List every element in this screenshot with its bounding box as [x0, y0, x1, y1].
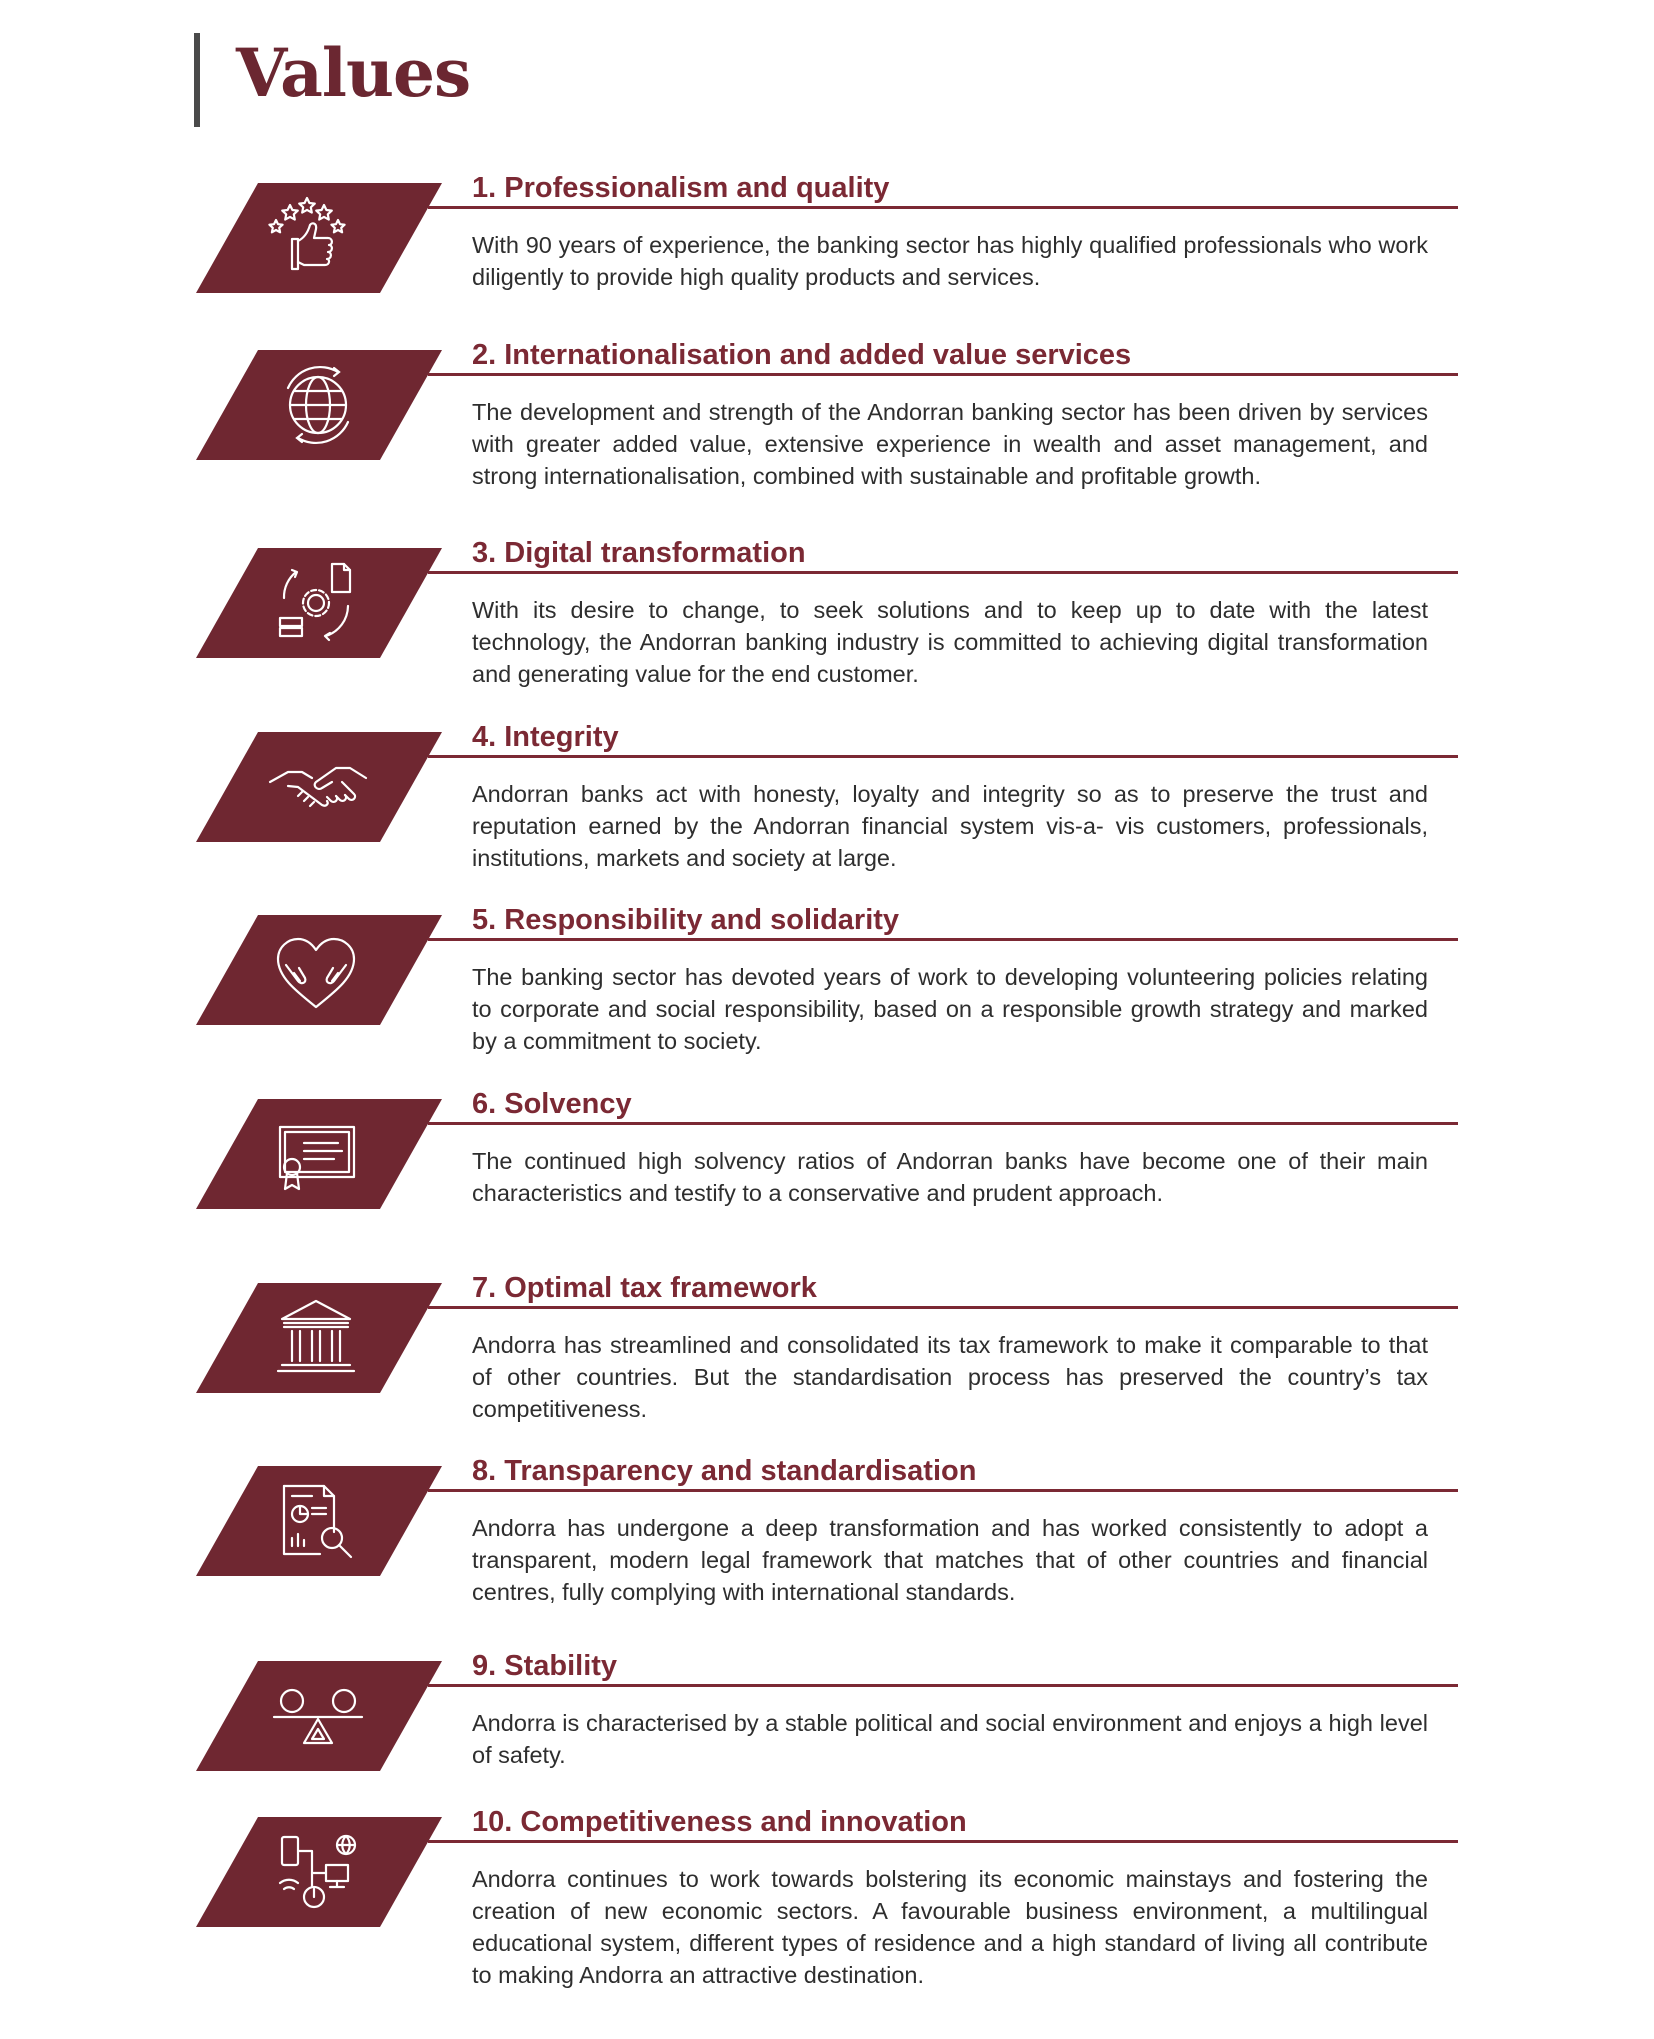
value-description: Andorra is characterised by a stable political and social environment and enjoys a high level of safety.: [472, 1710, 1428, 1768]
heart-hands-icon: [196, 915, 442, 1025]
value-description: With 90 years of experience, the banking sector has highly qualified professionals who work diligently to provide high quality products and services.: [472, 232, 1428, 290]
value-heading: 1. Professionalism and quality: [472, 172, 890, 204]
value-badge: [196, 1466, 442, 1576]
value-badge: [196, 1817, 442, 1927]
value-description: Andorran banks act with honesty, loyalty and integrity so as to preserve the trust and reputation earned by the Andorran financial system vis-a- vis customers, professionals, institutions, markets and society at large.: [472, 781, 1428, 871]
value-description: Andorra has undergone a deep transformation and has worked consistently to adopt a transparent, modern legal framework that matches that of other countries and financial centres, fully complying with international standards.: [472, 1515, 1428, 1605]
value-description: The banking sector has devoted years of work to developing volunteering policies relating to corporate and social responsibility, based on a responsible growth strategy and marked by a commitment to society.: [472, 964, 1428, 1054]
value-heading: 2. Internationalisation and added value services: [472, 339, 1132, 371]
institution-building-icon: [196, 1283, 442, 1393]
title-accent-bar: [194, 33, 200, 127]
value-badge: [196, 732, 442, 842]
digital-transformation-icon: [196, 548, 442, 658]
value-badge: [196, 1661, 442, 1771]
heading-rule: [428, 373, 1458, 376]
value-heading: 9. Stability: [472, 1650, 618, 1682]
value-badge: [196, 915, 442, 1025]
value-description: Andorra has streamlined and consolidated its tax framework to make it comparable to that of other countries. But the standardisation process has preserved the country’s tax competitiveness.: [472, 1332, 1428, 1422]
heading-rule: [428, 206, 1458, 209]
document-magnifier-icon: [196, 1466, 442, 1576]
heading-rule: [428, 1840, 1458, 1843]
connected-devices-icon: [196, 1817, 442, 1927]
heading-rule: [428, 938, 1458, 941]
value-badge: [196, 1283, 442, 1393]
heading-rule: [428, 755, 1458, 758]
value-badge: [196, 183, 442, 293]
heading-rule: [428, 1489, 1458, 1492]
heading-rule: [428, 571, 1458, 574]
value-description: Andorra continues to work towards bolstering its economic mainstays and fostering the creation of new economic sectors. A favourable business environment, a multilingual educational system, different types of residence and a high standard of living all contribute to making Andorra an attractive destination.: [472, 1866, 1428, 1988]
value-heading: 10. Competitiveness and innovation: [472, 1806, 967, 1838]
value-badge: [196, 1099, 442, 1209]
value-heading: 6. Solvency: [472, 1088, 632, 1120]
thumbs-up-stars-icon: [196, 183, 442, 293]
value-description: The development and strength of the Andorran banking sector has been driven by services with greater added value, extensive experience in wealth and asset management, and strong internationalisation, combined with sustainable and profitable growth.: [472, 399, 1428, 489]
value-heading: 7. Optimal tax framework: [472, 1272, 817, 1304]
value-heading: 8. Transparency and standardisation: [472, 1455, 977, 1487]
value-heading: 5. Responsibility and solidarity: [472, 904, 900, 936]
value-heading: 3. Digital transformation: [472, 537, 806, 569]
handshake-icon: [196, 732, 442, 842]
globe-icon: [196, 350, 442, 460]
value-description: The continued high solvency ratios of Andorran banks have become one of their main characteristics and testify to a conservative and prudent approach.: [472, 1148, 1428, 1206]
heading-rule: [428, 1306, 1458, 1309]
value-description: With its desire to change, to seek solutions and to keep up to date with the latest technology, the Andorran banking industry is committed to achieving digital transformation and generating value for the end customer.: [472, 597, 1428, 687]
heading-rule: [428, 1122, 1458, 1125]
balance-seesaw-icon: [196, 1661, 442, 1771]
heading-rule: [428, 1684, 1458, 1687]
value-heading: 4. Integrity: [472, 721, 619, 753]
page-title: Values: [236, 34, 471, 112]
value-badge: [196, 548, 442, 658]
certificate-icon: [196, 1099, 442, 1209]
value-badge: [196, 350, 442, 460]
